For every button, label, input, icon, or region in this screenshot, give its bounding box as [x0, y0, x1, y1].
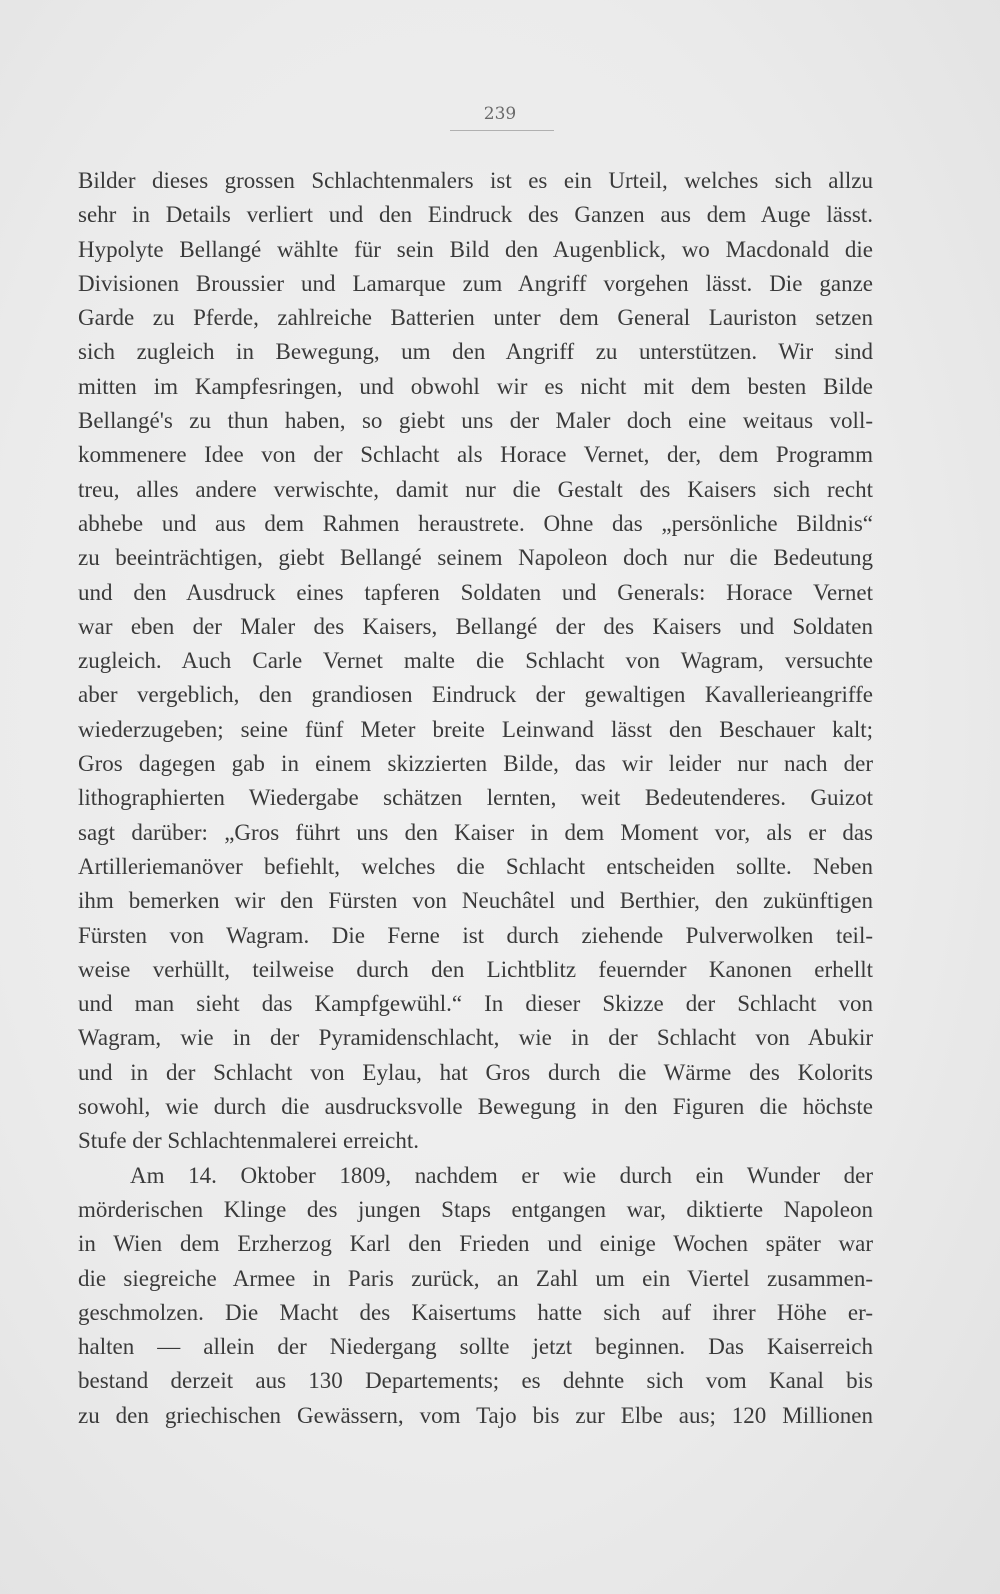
- text-line: sich zugleich in Bewegung, um den Angriff zu unterstützen. Wir sind: [78, 339, 873, 365]
- text-line: sagt darüber: „Gros führt uns den Kaiser in dem Moment vor, als er das: [78, 819, 873, 845]
- text-line: treu, alles andere verwischte, damit nur die Gestalt des Kaisers sich recht: [78, 476, 873, 502]
- text-line: Hypolyte Bellangé wählte für sein Bild den Augenblick, wo Macdonald die: [78, 236, 873, 262]
- text-line: und in der Schlacht von Eylau, hat Gros durch die Wärme des Kolorits: [78, 1059, 873, 1085]
- text-line: aber vergeblich, den grandiosen Eindruck der gewaltigen Kavallerieangriffe: [78, 682, 873, 708]
- text-line: abhebe und aus dem Rahmen heraustrete. Ohne das „persönliche Bildnis“: [78, 510, 873, 536]
- text-line: Bilder dieses grossen Schlachtenmalers ist es ein Urteil, welches sich allzu: [78, 168, 873, 193]
- text-line: sowohl, wie durch die ausdrucksvolle Bewegung in den Figuren die höchste: [78, 1094, 873, 1120]
- text-line: und man sieht das Kampfgewühl.“ In dieser Skizze der Schlacht von: [78, 991, 873, 1017]
- text-line: kommenere Idee von der Schlacht als Horace Vernet, der, dem Programm: [78, 442, 873, 468]
- text-line: und den Ausdruck eines tapferen Soldaten und Generals: Horace Vernet: [78, 579, 873, 605]
- text-line: bestand derzeit aus 130 Departements; es dehnte sich vom Kanal bis: [78, 1368, 873, 1394]
- text-line: mitten im Kampfesringen, und obwohl wir es nicht mit dem besten Bilde: [78, 373, 873, 399]
- text-line: wiederzugeben; seine fünf Meter breite Leinwand lässt den Beschauer kalt;: [78, 716, 873, 742]
- text-line: war eben der Maler des Kaisers, Bellangé der des Kaisers und Soldaten: [78, 613, 873, 639]
- text-line: halten — allein der Niedergang sollte jetzt beginnen. Das Kaiserreich: [78, 1334, 873, 1360]
- text-line: Wagram, wie in der Pyramidenschlacht, wie in der Schlacht von Abukir: [78, 1025, 873, 1051]
- text-line: weise verhüllt, teilweise durch den Lichtblitz feuernder Kanonen erhellt: [78, 956, 873, 982]
- text-line: Bellangé's zu thun haben, so giebt uns der Maler doch eine weitaus voll-: [78, 408, 873, 434]
- page-number-rule: [450, 130, 554, 131]
- body-text: [78, 164, 873, 1433]
- text-line: sehr in Details verliert und den Eindruck des Ganzen aus dem Auge lässt.: [78, 202, 873, 228]
- text-line: die siegreiche Armee in Paris zurück, an Zahl um ein Viertel zusammen-: [78, 1265, 873, 1291]
- text-line: Garde zu Pferde, zahlreiche Batterien unter dem General Lauriston setzen: [78, 305, 873, 331]
- text-line: mörderischen Klinge des jungen Staps entgangen war, diktierte Napoleon: [78, 1196, 873, 1222]
- text-line: Am 14. Oktober 1809, nachdem er wie durch ein Wunder der: [130, 1162, 873, 1188]
- text-line: ihm bemerken wir den Fürsten von Neuchâtel und Berthier, den zukünftigen: [78, 888, 873, 914]
- text-line: zu den griechischen Gewässern, vom Tajo bis zur Elbe aus; 120 Millionen: [78, 1402, 873, 1428]
- text-line: Fürsten von Wagram. Die Ferne ist durch ziehende Pulverwolken teil-: [78, 922, 873, 948]
- text-line: lithographierten Wiedergabe schätzen lernten, weit Bedeutenderes. Guizot: [78, 785, 873, 811]
- text-line: geschmolzen. Die Macht des Kaisertums hatte sich auf ihrer Höhe er-: [78, 1299, 873, 1325]
- text-line: in Wien dem Erzherzog Karl den Frieden und einige Wochen später war: [78, 1231, 873, 1257]
- text-line: Gros dagegen gab in einem skizzierten Bilde, das wir leider nur nach der: [78, 751, 873, 777]
- text-line: Artilleriemanöver befiehlt, welches die Schlacht entscheiden sollte. Neben: [78, 853, 873, 879]
- text-line: Stufe der Schlachtenmalerei erreicht.: [78, 1128, 420, 1154]
- text-line: zugleich. Auch Carle Vernet malte die Schlacht von Wagram, versuchte: [78, 648, 873, 674]
- text-line: Divisionen Broussier und Lamarque zum Angriff vorgehen lässt. Die ganze: [78, 270, 873, 296]
- text-line: zu beeinträchtigen, giebt Bellangé seinem Napoleon doch nur die Bedeutung: [78, 545, 873, 571]
- page-number: 239: [483, 104, 517, 124]
